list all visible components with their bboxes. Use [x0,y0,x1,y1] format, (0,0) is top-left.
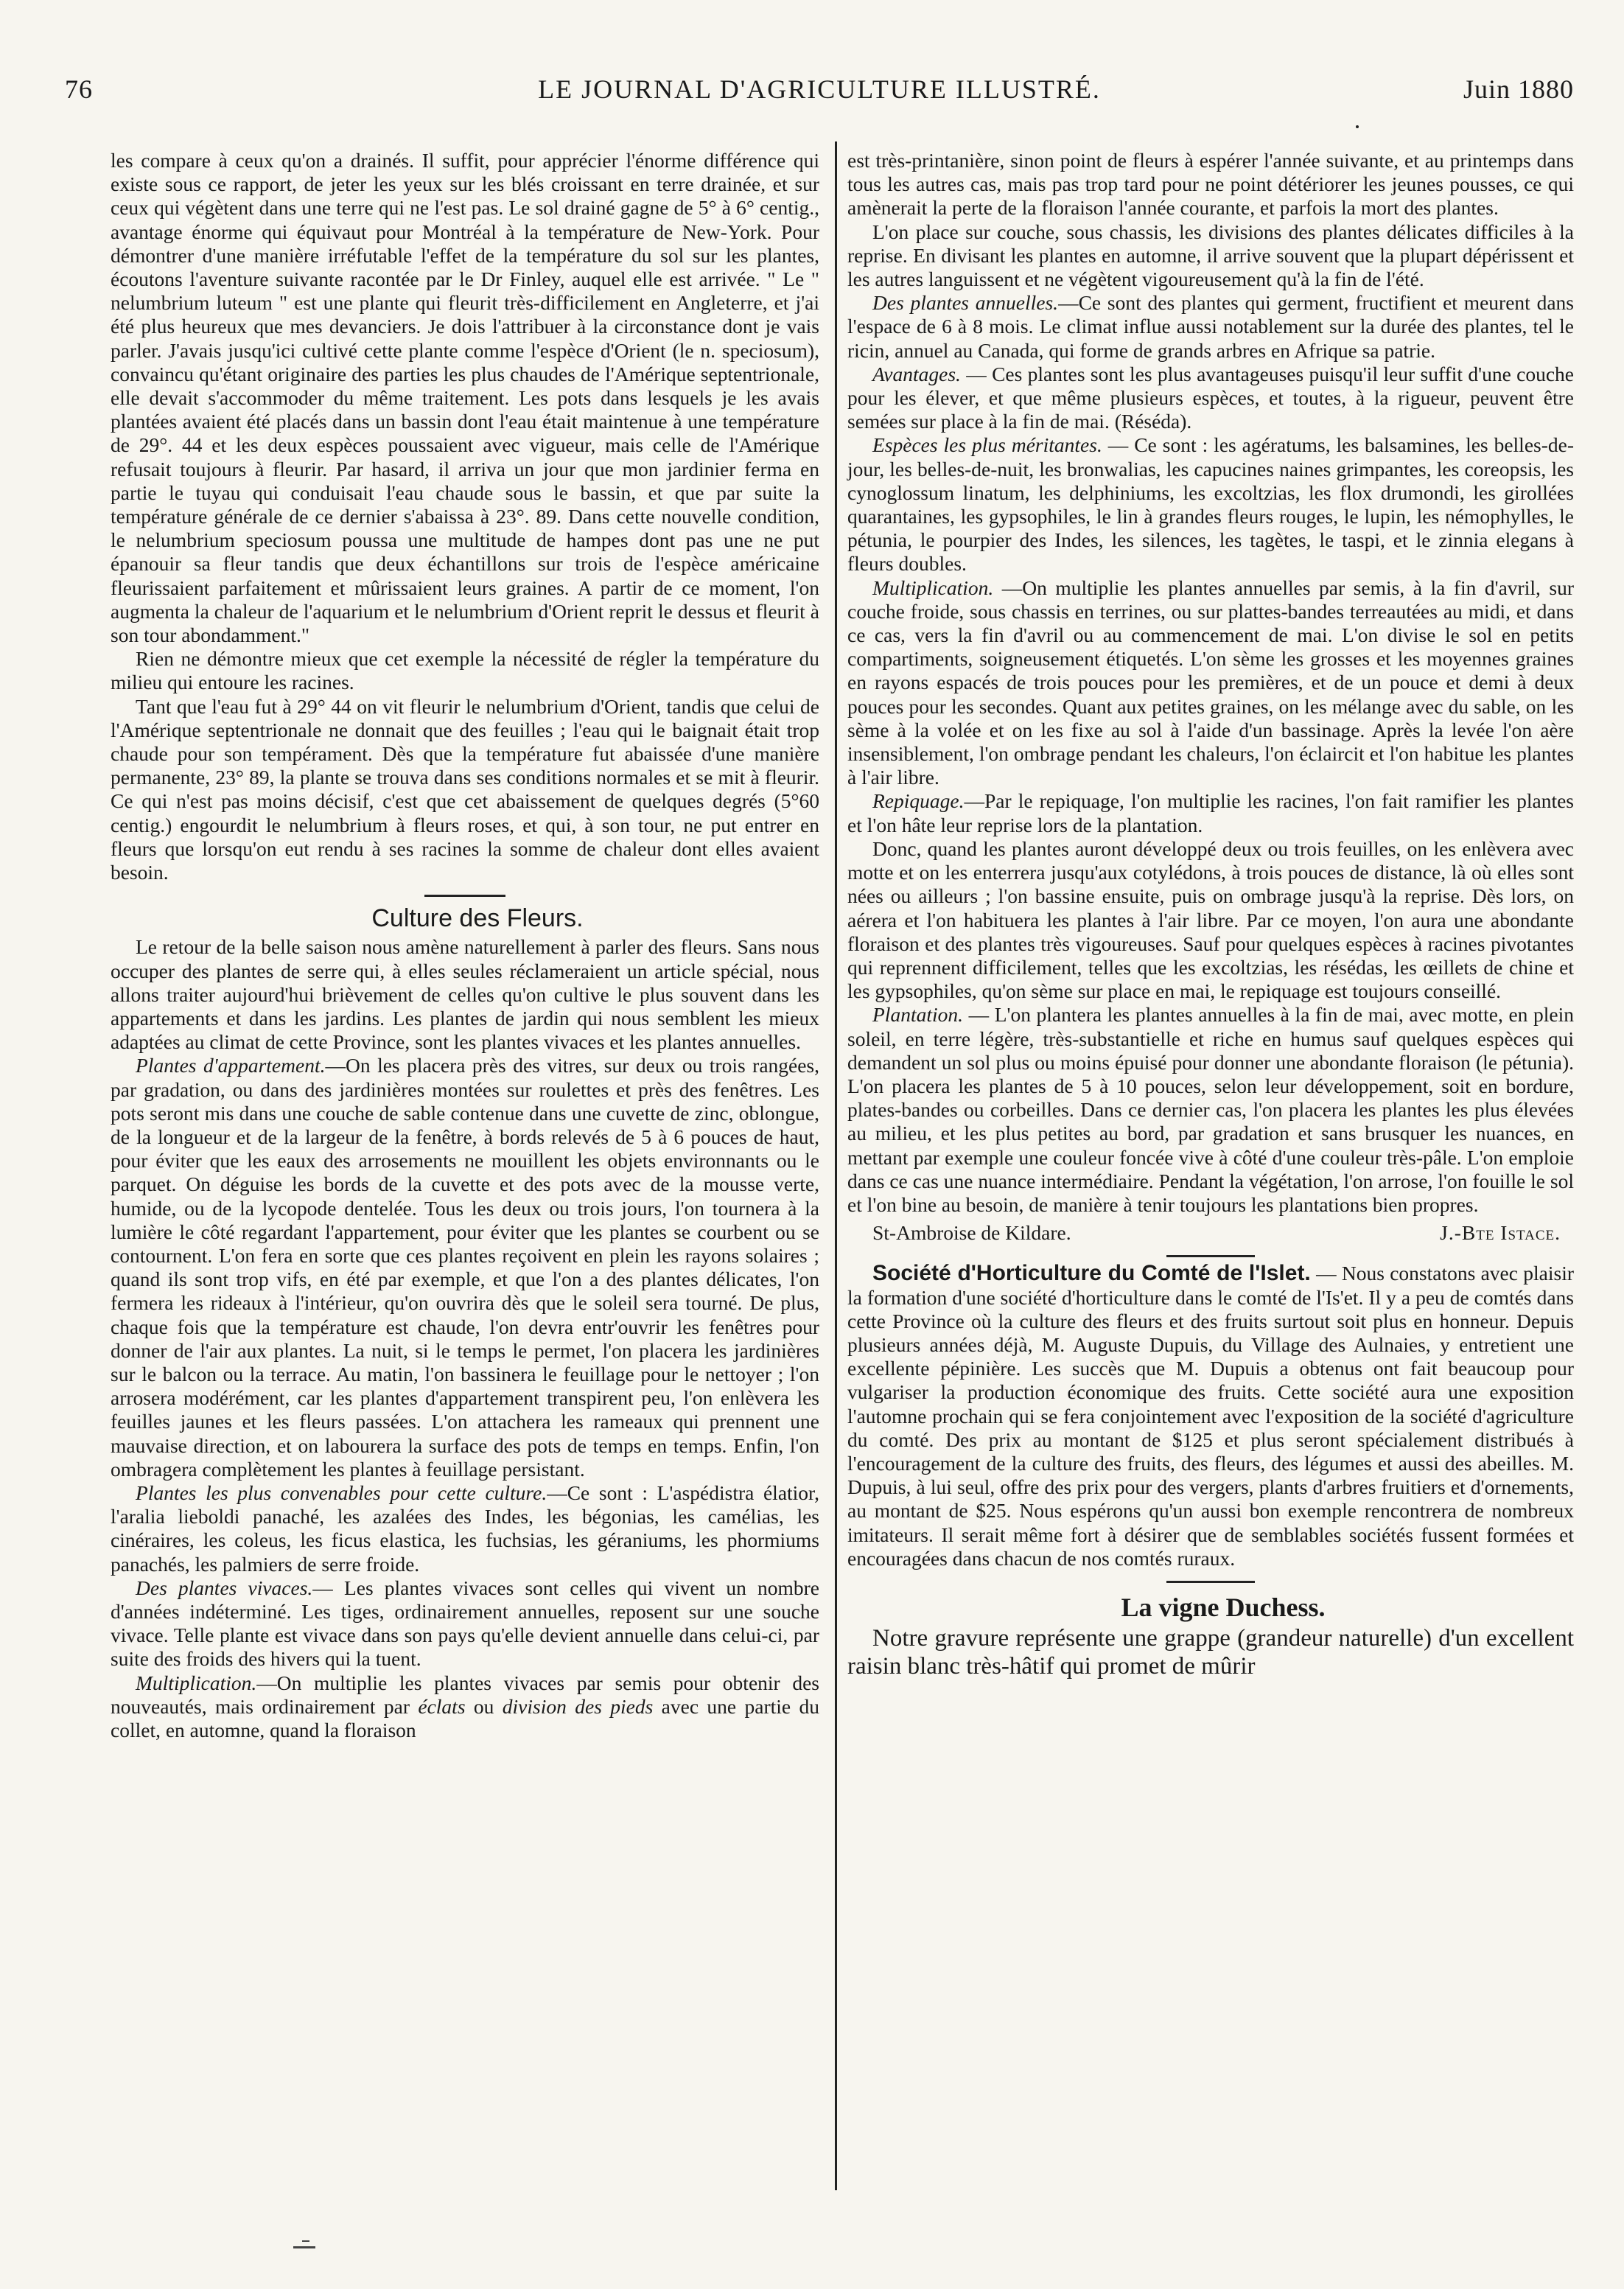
print-mark [302,2240,309,2242]
paragraph: Notre gravure représente une grappe (grandeur naturelle) d'un excellent raisin blanc très-hâtif qui promet de mûrir [847,1624,1574,1680]
paragraph-body: avec une partie du collet, en automne, quand la floraison [111,1694,819,1741]
section-rule [1166,1255,1255,1257]
paragraph-lead: Plantes d'appartement. [136,1054,326,1077]
paragraph-body: — Nous constatons avec plaisir la formation d'une société d'horticulture dans le comté de l'Is'et. Il y a peu de comtés dans cette Province où la culture des fleurs et des fruits surtout soit plus en honneur. Depuis plusieurs années déjà, M. Auguste Dupuis, du Village des Aulnaies, y entretient une excellente pépinière. Les succès que M. Dupuis a obtenus ont fait beaucoup pour vulgariser la production économique des fruits. Cette société aura une exposition l'automne prochain qui se fera conjointement avec l'exposition de la société d'agriculture du comté. Des prix au montant de $125 et plus seront spécialement distribués à l'encouragement de la culture des fruits, des fleurs, des légumes et aussi des abeilles. M. Dupuis, à lui seul, offre des prix pour des vergers, plants d'arbres fruitiers et d'ornements, au montant de $25. Nous espérons qu'un aussi bon exemple rencontrera de nombreux imitateurs. Il serait même fort à désirer que de semblables sociétés fussent formées et encouragées dans chacun de nos comtés ruraux. [847,1262,1574,1570]
paragraph [847,291,1574,363]
paragraph-body: —Par le repiquage, l'on multiplie les racines, l'on fait ramifier les plantes et l'on hâte leur reprise lors de la plantation. [847,789,1574,836]
paragraph [847,576,1574,790]
paragraph-body: —Ce sont des plantes qui germent, fructifient et meurent dans l'espace de 6 à 8 mois. Le climat influe aussi notablement sur la durée des plantes, tel le ricin, annuel au Canada, qui forme de grands arbres en Afrique sa patrie. [847,291,1575,362]
paragraph-body: — Ces plantes sont les plus avantageuses puisqu'il leur suffit d'une couche pour les élever, et que même plusieurs espèces, et toutes, à la rigueur, peuvent être semées sur place à la fin de mai. (Réséda). [847,362,1574,433]
left-column [111,149,819,1742]
paragraph-lead: Avantages. [872,362,961,385]
page-header [65,74,1574,118]
paragraph-lead: Plantation. [872,1003,963,1027]
paragraph-body: —On multiplie les plantes annuelles par semis, à la fin d'avril, sur couche froide, sous chassis en terrines, ou sur plattes-bandes terreautées au midi, et dans ce cas, vers la fin d'avril ou au commencement de mai. L'on divise le sol en petits compartiments, soigneusement étiquetés. L'on sème les grosses et les moyennes graines en rayons espacés de trois pouces pour les premières, et de un pouce et demi à deux pouces pour les secondes. Quant aux petites graines, on les mélange avec du sable, on les sème à la volée et on les fixe au sol à l'aide d'un bassinage. Après la levée l'on aère insensiblement, l'on ombrage pendant les chaleurs, l'on éclaircit et l'on habitue les plantes à l'air libre. [847,576,1574,789]
paragraph-lead: Des plantes vivaces. [136,1576,313,1599]
societe-title: Société d'Horticulture du Comté de l'Islet. [872,1261,1311,1286]
section-rule [424,895,505,897]
paragraph [111,1576,819,1671]
header-dot [1356,125,1359,128]
paragraph: les compare à ceux qu'on a drainés. Il suffit, pour apprécier l'énorme différence qui existe sous ce rapport, de jeter les yeux sur les blés croissant en terre drainée, et sur ceux qui végètent dans une terre qui ne l'est pas. Le sol drainé gagne de 5° à 6° centig., avantage énorme qui équivaut pour Montréal à la température de New-York. Pour démontrer d'une manière irréfutable l'effet de la température du sol sur les plantes, écoutons l'aventure suivante racontée par le Dr Finley, auquel elle est arrivée. " Le " nelumbrium luteum " est une plante qui fleurit très-difficilement en Angleterre, et j'ai été plus heureux que mes devanciers. Je dois l'attribuer à la circonstance dont je vais parler. J'avais jusqu'ici cultivé cette plante comme l'espèce d'Orient (le n. speciosum), convaincu qu'étant originaire des parties les plus chaudes de l'Amérique septentrionale, elle devait s'accommoder du même traitement. Les pots dans lesquels je les avais plantées avaient été placés dans un bassin dont l'eau était maintenue à une température de 29°. 44 et les deux espèces poussaient avec vigueur, mais celle de l'Amérique refusait toujours à fleurir. Par hasard, il arriva un jour que mon jardinier ferma en partie le tuyau qui conduisait l'eau chaude sous le bassin, et que par suite la température générale de ce dernier s'abaissa à 23°. 89. Dans cette nouvelle condition, le nelumbrium speciosum poussa une multitude de hampes dont pas une ne put épanouir sa fleur tandis que deux échantillons sur trois de l'espèce américaine fleurissaient parfaitement et mûrissaient leurs graines. A partir de ce moment, l'on augmenta la chaleur de l'aquarium et le nelumbrium d'Orient reprit le dessus et fleurit à son tour abondamment." [111,149,819,647]
signature-place: St-Ambroise de Kildare. [872,1221,1071,1245]
paragraph [111,1054,819,1481]
section-title-vigne-duchess: La vigne Duchess. [1121,1592,1326,1622]
paragraph: Donc, quand les plantes auront développé deux ou trois feuilles, on les enlèvera avec motte et on les enterrera jusqu'aux cotylédons, à trois pouces de distance, là où elles sont nées ou ailleurs ; l'on bassine ensuite, puis on ombrage jusqu'à la reprise. Dès lors, on aérera et l'on habituera les plantes à l'air libre. Par ce moyen, l'on aura une abondante floraison et des plantes très vigoureuses. Sauf pour quelques espèces à racines pivotantes qui reprennent difficilement, telles que les excoltzias, les résédas, les œillets de chine et les gypsophiles, qu'on sème sur place en mai, le repiquage est toujours conseillé. [847,836,1574,1003]
paragraph-body: —On les placera près des vitres, sur deux ou trois rangées, par gradation, ou dans des jardinières montées sur roulettes et près des fenêtres. Les pots seront mis dans une couche de sable contenue dans une cuvette de zinc, oblongue, de la longueur et de la largeur de la fenêtre, à bords relevés de 5 à 6 pouces de haut, pour éviter que les eaux des arrosements ne mouillent les objets environnants ou le parquet. On déguise les bords de la cuvette et des pots avec de la mousse verte, humide, ou de la lycopode dentelée. Tous les deux ou trois jours, l'on tournera à la lumière le côté regardant l'appartement, pour éviter que les plantes se courbent ou se contournent. L'on fera en sorte que ces plantes reçoivent en plein les rayons solaires ; quand ils sont trop vifs, en été par exemple, et que l'on a des plantes délicates, l'on fermera les rideaux à l'intérieur, qu'on ouvrira dès que le soleil sera tourné. De plus, chaque fois que la température est chaude, l'on devra entr'ouvrir les fenêtres pour donner de l'air aux plantes. La nuit, si le temps le permet, l'on placera les jardinières sur le balcon ou la terrace. Au matin, l'on bassinera le feuillage pour le nettoyer ; l'on arrosera modérément, car les plantes d'appartement transpirent peu, l'on enlèvera les feuilles jaunes et les fleurs passées. L'on attachera les rameaux qui prennent une mauvaise direction, et on labourera la surface des pots de temps en temps. Enfin, l'on ombragera complètement les plantes à feuillage persistant. [111,1054,820,1481]
paragraph-lead: Plantes les plus convenables pour cette culture. [136,1481,547,1504]
paragraph [847,433,1574,576]
italic-term: division des pieds [502,1694,654,1718]
paragraph-lead: Espèces les plus méritantes. [872,433,1102,457]
paragraph [847,1003,1574,1217]
paragraph: Le retour de la belle saison nous amène naturellement à parler des fleurs. Sans nous occuper des plantes de serre qui, à elles seules réclameraient un article spécial, nous allons traiter aujourd'hui brièvement de celles qu'on cultive le plus souvent dans les appartements et dans les jardins. Les plantes de jardin qui nous semblent les mieux adaptées au climat de cette Province, sont les plantes vivaces et les plantes annuelles. [111,935,819,1054]
paragraph [847,363,1574,434]
paragraph: Tant que l'eau fut à 29° 44 on vit fleurir le nelumbrium d'Orient, tandis que celui de l'Amérique septentrionale ne donnait que des feuilles ; l'eau qui le baignait était trop chaude pour son tempérament. Dès que la température fut abaissée d'une manière permanente, 23° 89, la plante se trouva dans ses conditions normales et se mit à fleurir. Ce qui n'est pas moins décisif, c'est que cet abaissement de quelques degrés (5°60 centig.) engourdit le nelumbrium à fleurs roses, et qui, à son tour, ne put entrer en fleurs que lorsqu'on eut rendu à ses racines la somme de chaleur dont elles avaient besoin. [111,694,819,884]
issue-date: Juin 1880 [1463,74,1574,104]
paragraph-body: — Les plantes vivaces sont celles qui vivent un nombre d'années indéterminé. Les tiges, ordinairement annuelles, reposent sur une souche vivace. Telle plante est vivace dans son pays qu'elle devient annuelle dans celui-ci, par suite des froids des hivers qui la tuent. [111,1576,819,1671]
paragraph-lead: Multiplication. [872,576,994,599]
right-column [847,149,1574,1680]
print-mark [293,2246,315,2248]
paragraph-body: —Ce sont : L'aspédistra élatior, l'aralia lieboldi panaché, les azalées des Indes, les bégonias, les camélias, les cinéraires, les coleus, les ficus elastica, les fuchsias, les géraniums, les phormiums panachés, les palmiers de serre froide. [111,1481,819,1576]
paragraph: Rien ne démontre mieux que cet exemple la nécessité de régler la température du milieu qui entoure les racines. [111,647,819,694]
paragraph-body: — Ce sont : les agératums, les balsamines, les belles-de-jour, les belles-de-nuit, les bronwalias, les capucines naines grimpantes, les coreopsis, les cynoglossum linatum, les delphiniums, les excoltzias, les flox drumondi, les girollées quarantaines, les gypsophiles, le lin à grandes fleurs rouges, le lupin, les némophylles, le pétunia, le pourpier des Indes, les silences, les tagètes, le taspi, et le zinnia elegans à fleurs doubles. [847,433,1574,576]
signature-author: J.-Bte Istace. [1440,1221,1561,1245]
section-rule [1166,1581,1255,1583]
paragraph-body: — L'on plantera les plantes annuelles à la fin de mai, avec motte, en plein soleil, en terre légère, très-substantielle et riche en humus sauf quelques espèces qui demandent un sol plus ou moins épuisé pour donner une abondante floraison (le pétunia). L'on placera les plantes de 5 à 10 pouces, selon leur développement, soit en bordure, plates-bandes ou corbeilles. Dans ce dernier cas, l'on placera les plantes les plus élevées au milieu, et les plus petites au bord, par gradation et sans brusquer les nuances, en mettant par exemple une couleur foncée vive à côté d'une couleur très-pâle. L'on emploie dans ce cas une nuance intermédiaire. Pendant la végétation, l'on arrose, l'on fouille le sol et l'on bine au besoin, de manière à tenir toujours les plantations bien propres. [847,1003,1574,1216]
paragraph [111,1481,819,1576]
paragraph-lead: Des plantes annuelles. [872,291,1059,315]
section-title-culture-des-fleurs: Culture des Fleurs. [371,904,584,933]
paragraph: est très-printanière, sinon point de fleurs à espérer l'année suivante, et au printemps dans tous les autres cas, mais pas trop tard pour ne point détériorer les jeunes pousses, ce qui amènerait la perte de la floraison l'année courante, et parfois la mort des plantes. [847,149,1574,220]
paragraph-lead: Repiquage. [872,789,965,813]
journal-title: LE JOURNAL D'AGRICULTURE ILLUSTRÉ. [538,74,1101,104]
paragraph-body: ou [465,1694,503,1718]
paragraph-lead: Multiplication. [136,1671,257,1694]
article-signature [847,1221,1574,1245]
paragraph [847,789,1574,836]
page-number: 76 [65,74,93,104]
paragraph-body: —On multiplie les plantes vivaces par semis pour obtenir des nouveautés, mais ordinairement par [111,1671,819,1718]
paragraph [111,1671,819,1743]
italic-term: éclats [418,1694,466,1718]
paragraph-societe [847,1262,1574,1570]
paragraph: L'on place sur couche, sous chassis, les divisions des plantes délicates difficiles à la reprise. En divisant les plantes en automne, il arrive souvent que la plupart dépérissent et les autres languissent et ne végètent vigoureusement qu'à la fin de l'été. [847,220,1574,291]
column-divider [835,141,837,2190]
